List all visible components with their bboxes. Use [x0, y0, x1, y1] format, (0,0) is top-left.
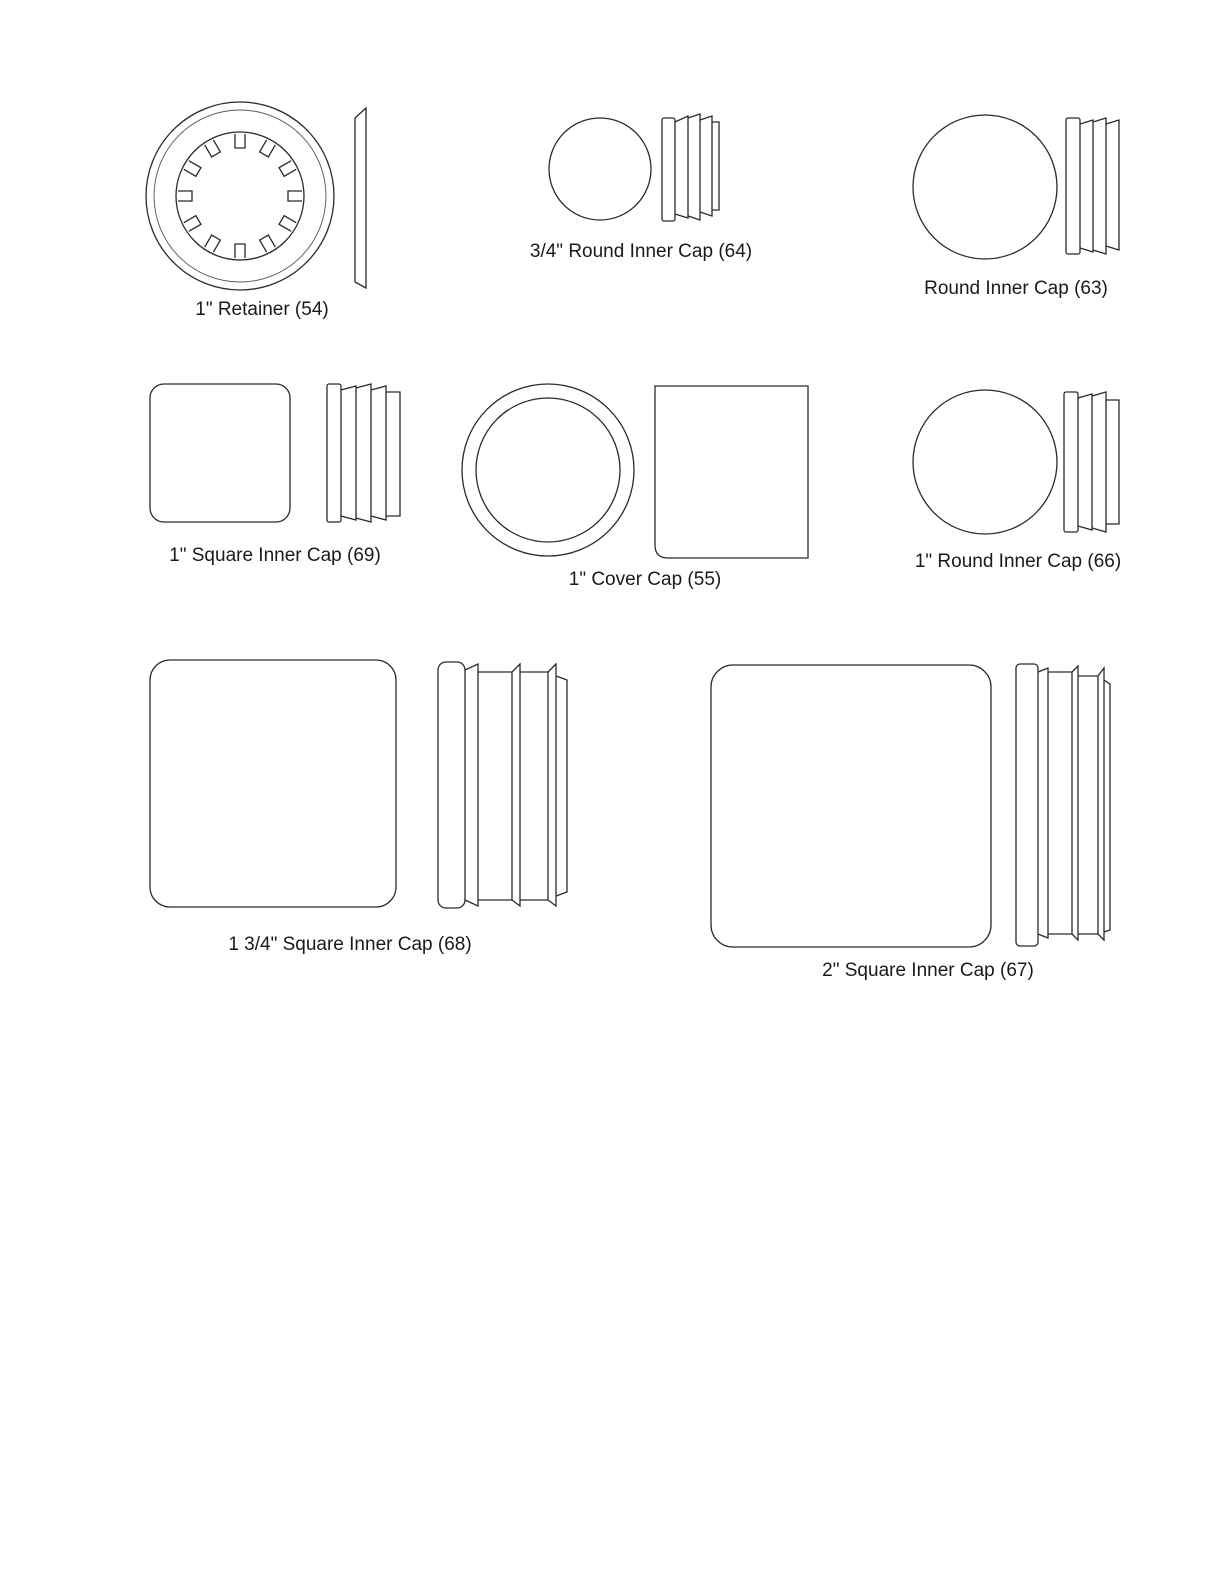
square-inner-cap-134-label: 1 3/4" Square Inner Cap (68) [228, 934, 472, 955]
part-round-inner-cap-34 [530, 114, 752, 262]
round-inner-cap-34-side-view [662, 114, 719, 221]
retainer-tooth [260, 140, 276, 157]
square-inner-cap-134-front-view [150, 660, 396, 907]
square-inner-cap-1-label: 1" Square Inner Cap (69) [169, 545, 381, 566]
retainer-tooth [178, 191, 192, 201]
retainer-teeth [178, 134, 302, 258]
retainer-tooth [288, 191, 302, 201]
part-round-inner-cap [913, 115, 1119, 299]
square-inner-cap-2-label: 2" Square Inner Cap (67) [822, 960, 1034, 981]
square-inner-cap-2-side-view [1016, 664, 1110, 946]
part-cover-cap [462, 384, 808, 590]
retainer-tooth [235, 244, 245, 258]
retainer-tooth [205, 140, 221, 157]
cover-cap-label: 1" Cover Cap (55) [568, 569, 722, 590]
retainer-label: 1" Retainer (54) [195, 299, 329, 320]
round-inner-cap-34-label: 3/4" Round Inner Cap (64) [529, 241, 753, 262]
square-inner-cap-1-front-view [150, 384, 290, 522]
round-inner-cap-side-view [1066, 118, 1119, 254]
square-inner-cap-1-side-view [327, 384, 400, 522]
round-inner-cap-34-front-view [549, 118, 651, 220]
round-inner-cap-1-side-view [1064, 392, 1119, 532]
square-inner-cap-134-side-view [438, 662, 567, 908]
cover-cap-side-view [655, 386, 808, 558]
part-square-inner-cap-134 [150, 660, 567, 955]
part-round-inner-cap-1 [913, 390, 1121, 572]
retainer-tooth [205, 235, 221, 252]
round-inner-cap-label: Round Inner Cap (63) [924, 278, 1108, 299]
cover-cap-front-view [462, 384, 634, 556]
retainer-tooth [235, 134, 245, 148]
retainer-side-view [355, 108, 366, 288]
retainer-tooth [184, 216, 201, 232]
part-retainer [146, 102, 366, 320]
round-inner-cap-1-front-view [913, 390, 1057, 534]
retainer-tooth [260, 235, 276, 252]
retainer-front-view [146, 102, 334, 290]
retainer-tooth [279, 161, 296, 177]
part-square-inner-cap-1 [150, 384, 400, 566]
round-inner-cap-1-label: 1" Round Inner Cap (66) [914, 551, 1122, 572]
part-square-inner-cap-2 [711, 664, 1110, 981]
retainer-tooth [279, 216, 296, 232]
square-inner-cap-2-front-view [711, 665, 991, 947]
retainer-tooth [184, 161, 201, 177]
round-inner-cap-front-view [913, 115, 1057, 259]
